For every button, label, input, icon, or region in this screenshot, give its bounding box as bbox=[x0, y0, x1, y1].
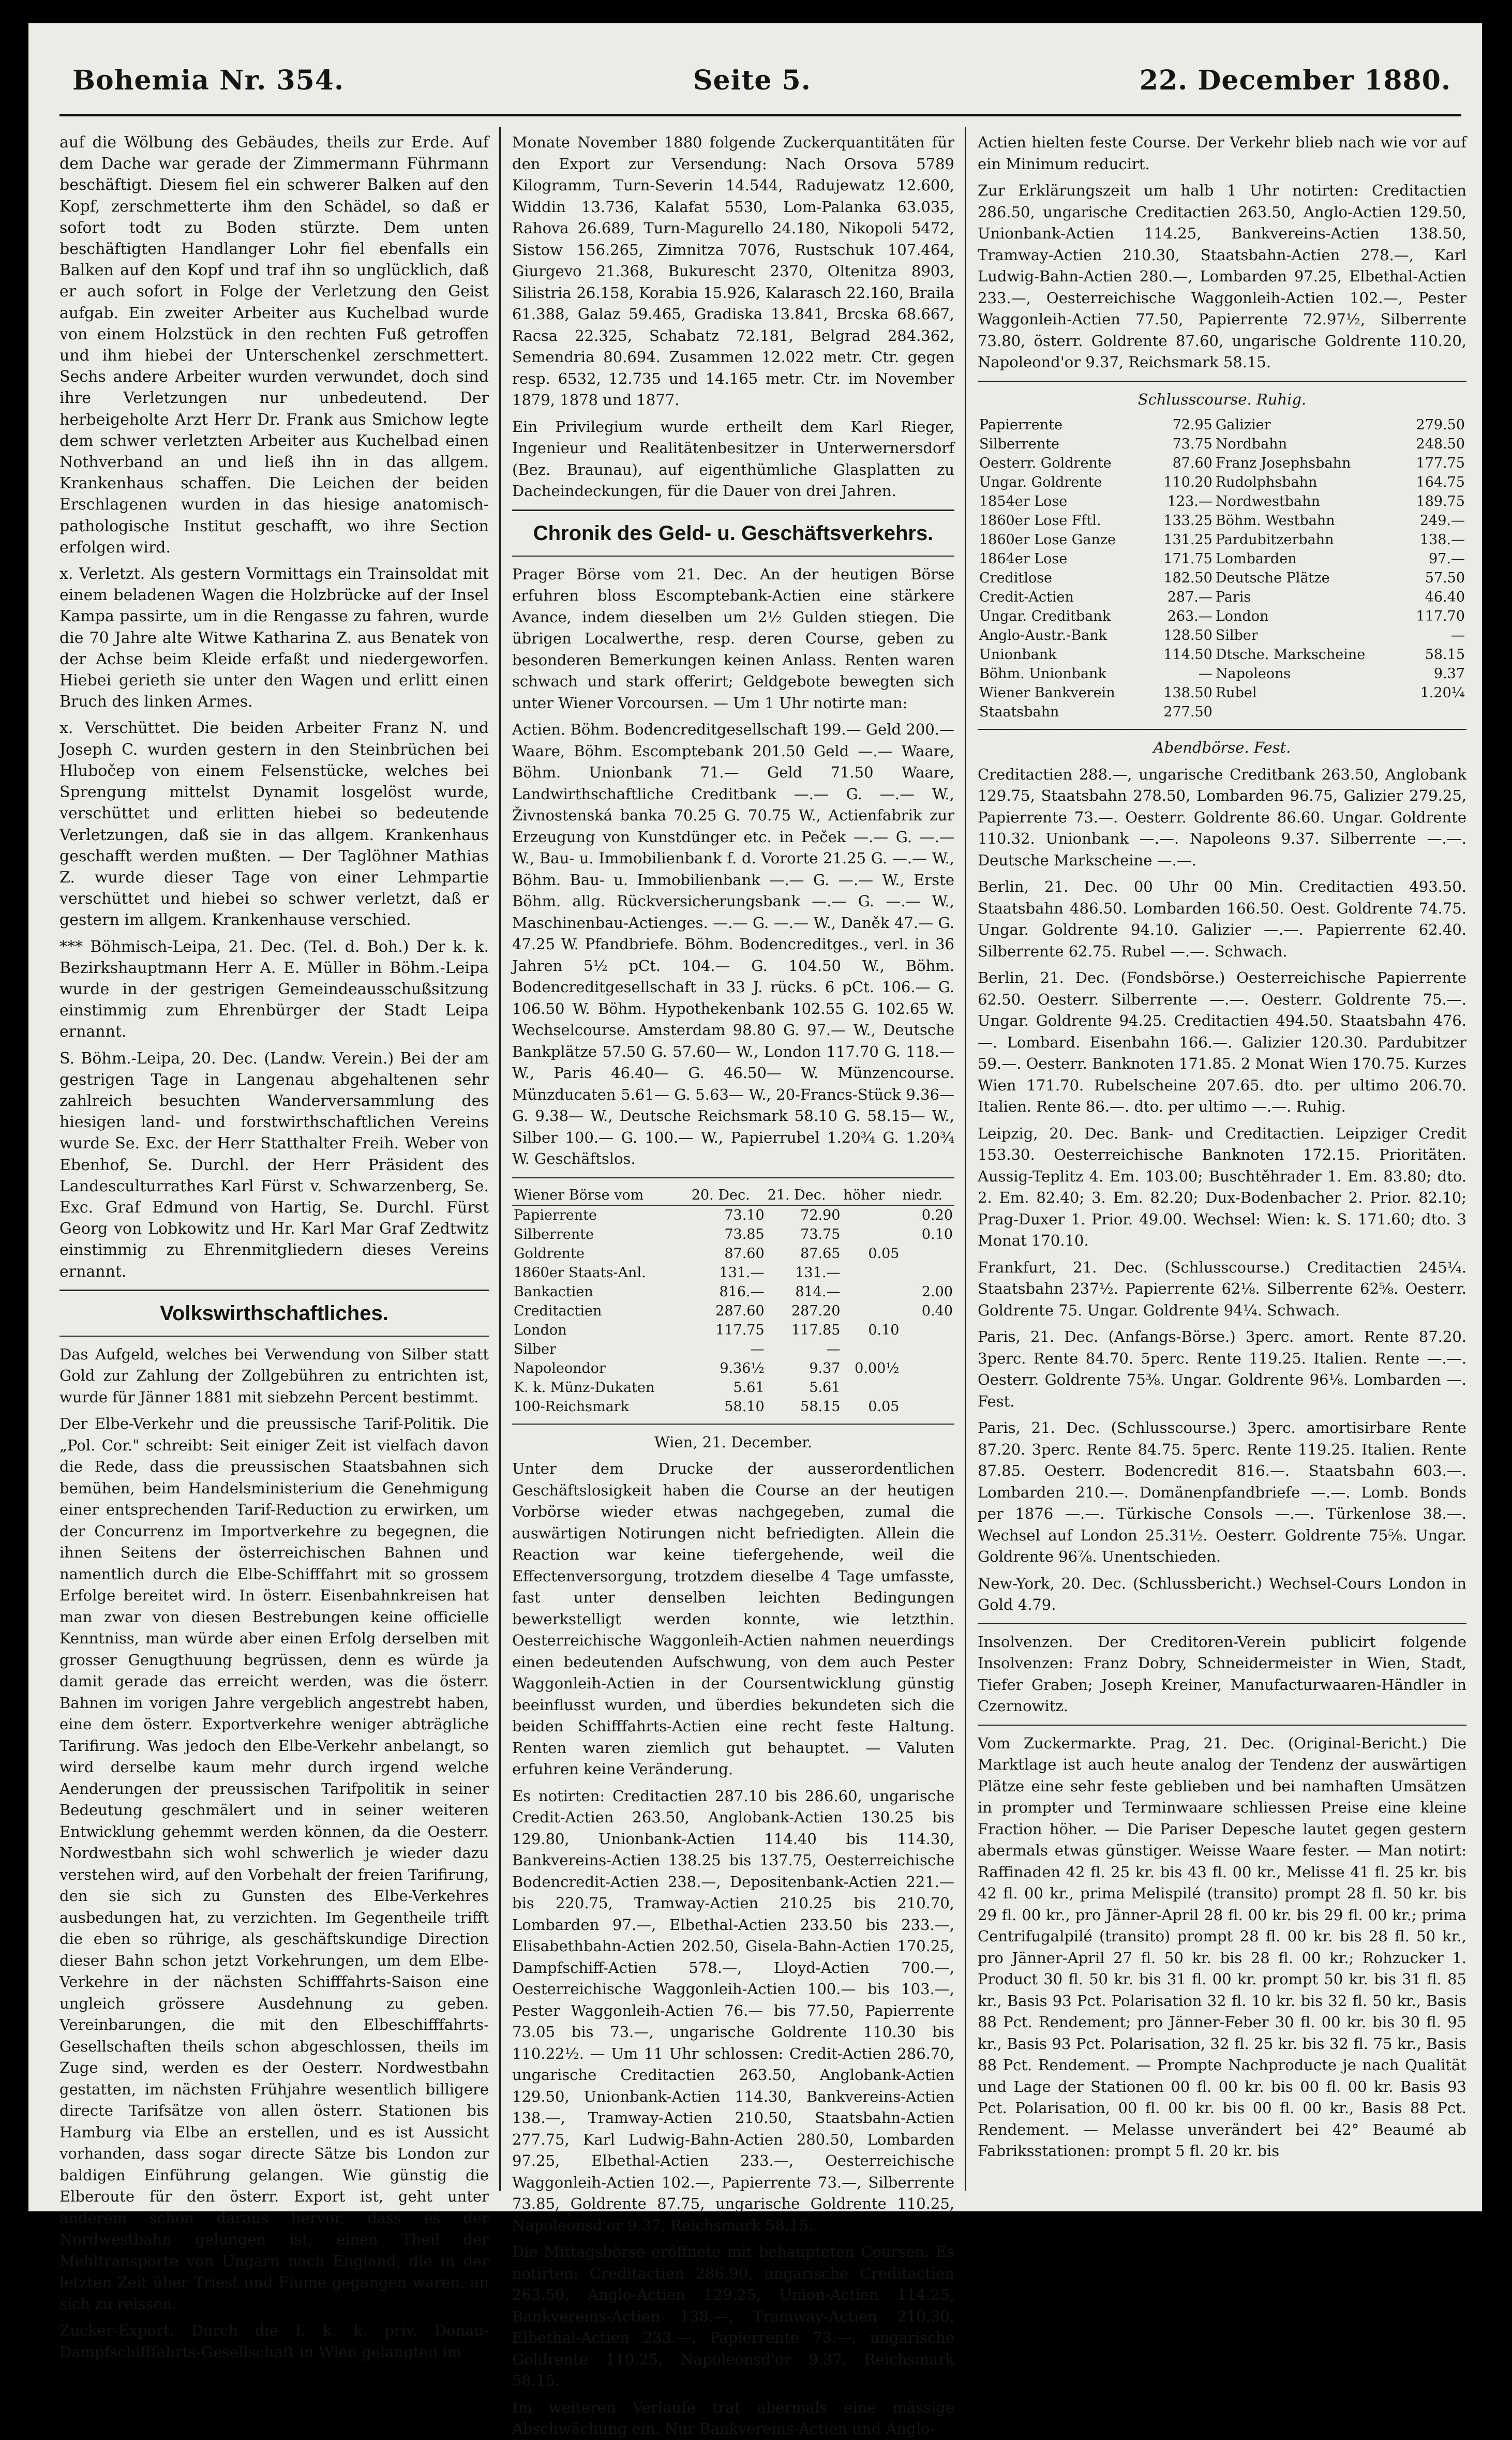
price-cell bbox=[842, 1340, 901, 1359]
article-paragraph: New-York, 20. Dec. (Schlussbericht.) Wechsel-Cours London in Gold 4.79. bbox=[978, 1574, 1466, 1613]
security-name-cell: Unionbank bbox=[979, 647, 1057, 663]
security-name-cell: Pardubitzerbahn bbox=[1215, 532, 1334, 548]
price-cell: 131.— bbox=[719, 1264, 765, 1281]
price-cell bbox=[901, 1321, 954, 1340]
price-cell: 0.05 bbox=[868, 1398, 900, 1415]
price-cell: — bbox=[750, 1341, 765, 1357]
page-number: Seite 5. bbox=[693, 65, 811, 96]
table-header: Wiener Börse vom bbox=[512, 1186, 690, 1205]
price-cell bbox=[901, 1340, 954, 1359]
security-name-cell: Bankactien bbox=[514, 1283, 593, 1300]
table-header: 21. Dec. bbox=[766, 1186, 842, 1205]
security-name-cell: Papierrente bbox=[979, 417, 1062, 433]
price-cell: 816.— bbox=[719, 1283, 765, 1300]
table-row bbox=[512, 1301, 954, 1321]
price-cell: 131.— bbox=[795, 1264, 841, 1281]
section-rule bbox=[512, 1177, 954, 1178]
price-cell: 133.25 bbox=[1163, 513, 1212, 529]
masthead-rule bbox=[59, 114, 1461, 116]
price-cell: 0.00½ bbox=[855, 1360, 900, 1376]
security-name-cell: Papierrente bbox=[514, 1207, 597, 1223]
table-row bbox=[978, 607, 1466, 626]
article-paragraph: Ein Privilegium wurde ertheilt dem Karl Rieger, Ingenieur und Realitätenbesitzer in Unterwernersdorf (Bez. Braunau), auf eigenthümliche Glasplatten zu Dacheindeckungen, für die Dauer von drei Jahren. bbox=[512, 417, 954, 500]
price-cell: — bbox=[826, 1341, 841, 1357]
price-cell: 1.20¼ bbox=[1420, 685, 1465, 701]
table-header: niedr. bbox=[901, 1186, 954, 1205]
price-cell: 72.90 bbox=[800, 1207, 841, 1223]
section-rule bbox=[978, 729, 1466, 730]
security-name-cell: K. k. Münz-Dukaten bbox=[514, 1379, 655, 1396]
security-name-cell: Ungar. Creditbank bbox=[979, 608, 1111, 624]
price-cell: 110.20 bbox=[1163, 474, 1212, 490]
price-cell: 73.10 bbox=[724, 1207, 765, 1223]
section-rule bbox=[512, 510, 954, 511]
price-cell: 117.85 bbox=[791, 1322, 841, 1338]
column-3 bbox=[978, 132, 1466, 2191]
price-cell: 5.61 bbox=[733, 1379, 765, 1396]
price-cell: 58.15 bbox=[800, 1398, 841, 1415]
price-cell: 58.10 bbox=[724, 1398, 765, 1415]
table-header: höher bbox=[842, 1186, 901, 1205]
security-name-cell: Nordwestbahn bbox=[1215, 493, 1320, 510]
security-name-cell: Creditactien bbox=[514, 1303, 602, 1319]
price-cell: 277.50 bbox=[1163, 704, 1212, 720]
price-cell: 138.— bbox=[1419, 532, 1465, 548]
table-body bbox=[978, 415, 1466, 722]
empty-cell bbox=[1214, 702, 1402, 722]
price-cell: 73.75 bbox=[1172, 436, 1212, 452]
article-paragraph: S. Böhm.-Leipa, 20. Dec. (Landw. Verein.) Bei der am gestrigen Tage in Langenau abgehaltenen sehr zahlreich besuchten Wanderversammlung des hiesigen land- und forstwirthschaftlichen Vereins wurde Se. Exc. der Herr Statthalter Freih. Weber von Ebenhof, Se. Durchl. der Herr Präsident des Landesculturrathes Karl Fürst v. Schwarzenberg, Se. Exc. Graf Edmund von Hartig, Se. Durchl. Fürst Georg von Lobkowitz und Hr. Karl Mar Graf Zedtwitz einstimmig zu Ehrenmitgliedern dieses Vereins ernannt. bbox=[59, 1049, 489, 1281]
sub-heading: Abendbörse. Fest. bbox=[1153, 739, 1291, 756]
price-cell: 279.50 bbox=[1416, 417, 1465, 433]
price-cell: 2.00 bbox=[921, 1283, 953, 1300]
article-paragraph: Paris, 21. Dec. (Anfangs-Börse.) 3perc. amort. Rente 87.20. 3perc. Rente 84.70. 5perc. Rente 119.25. Italien. Rente —.—. Oesterr. Goldrente 75⅜. Ungar. Goldrente 96⅛. Lombarden —. Fest. bbox=[978, 1328, 1466, 1410]
table-row bbox=[978, 473, 1466, 492]
security-name-cell: Silberrente bbox=[979, 436, 1060, 452]
section-rule bbox=[59, 1290, 489, 1291]
price-cell bbox=[842, 1282, 901, 1301]
price-cell bbox=[842, 1263, 901, 1282]
article-paragraph: Berlin, 21. Dec. 00 Uhr 00 Min. Creditactien 493.50. Staatsbahn 486.50. Lombarden 166.50. Oest. Goldrente 74.75. Ungar. Goldrente 94.10. Galizier —.—. Papierrente 62.40. Silberrente 62.75. Rubel —.—. Schwach. bbox=[978, 878, 1466, 960]
price-cell: 9.37 bbox=[1433, 666, 1465, 682]
issue-date: 22. December 1880. bbox=[1139, 65, 1451, 96]
price-cell: 287.20 bbox=[791, 1303, 841, 1319]
price-cell: 9.37 bbox=[809, 1360, 841, 1376]
price-cell: 138.50 bbox=[1163, 685, 1212, 701]
masthead bbox=[28, 23, 1482, 101]
price-cell: 287.— bbox=[1167, 589, 1212, 605]
column-2 bbox=[512, 132, 954, 2437]
price-cell bbox=[901, 1244, 954, 1263]
price-cell: — bbox=[1451, 627, 1465, 643]
security-name-cell: 1860er Lose Fftl. bbox=[979, 513, 1101, 529]
security-name-cell: Böhm. Unionbank bbox=[979, 666, 1106, 682]
security-name-cell: 1860er Staats-Anl. bbox=[514, 1264, 646, 1281]
price-cell bbox=[901, 1263, 954, 1282]
issue-label: Bohemia Nr. 354. bbox=[72, 65, 345, 96]
table-row bbox=[512, 1263, 954, 1282]
price-cell: 46.40 bbox=[1425, 589, 1465, 605]
table-row bbox=[978, 664, 1466, 683]
article-paragraph: Zucker-Export. Durch die I. k. k. priv. Donau-Dampfschifffahrts-Gesellschaft in Wien gelangten im bbox=[59, 2322, 489, 2361]
security-name-cell: London bbox=[1215, 608, 1269, 624]
security-name-cell: Galizier bbox=[1215, 417, 1271, 433]
table-row bbox=[512, 1282, 954, 1301]
article-paragraph: Creditactien 288.—, ungarische Creditbank 263.50, Anglobank 129.75, Staatsbahn 278.50, Lombarden 96.75, Galizier 279.25, Papierrente 73.—. Oesterr. Goldrente 86.60. Ungar. Goldrente 110.32. Unionbank —.—. Napoleons 9.37. Silberrente —.—. Deutsche Markscheine —.—. bbox=[978, 765, 1466, 869]
article-paragraph: Paris, 21. Dec. (Schlusscourse.) 3perc. amortisirbare Rente 87.20. 3perc. Rente 84.75. 5perc. Rente 119.25. Italien. Rente 87.85. Oesterr. Bodencredit 816.—. Staatsbahn 603.—. Lombarden 210.—. Domänenpfandbriefe —.—. Lomb. Bonds per 1876 —.—. Türkische Consols —.—. Türkenlose 38.—. Wechsel auf London 25.31½. Oesterr. Goldrente 75⅝. Ungar. Goldrente 96⅞. Unentschieden. bbox=[978, 1419, 1466, 1565]
price-cell: 0.20 bbox=[921, 1207, 953, 1223]
price-cell: 177.75 bbox=[1416, 455, 1465, 471]
price-cell: 5.61 bbox=[809, 1379, 841, 1396]
price-cell: 73.85 bbox=[724, 1226, 765, 1243]
article-paragraph: x. Verschüttet. Die beiden Arbeiter Franz N. und Joseph C. wurden gestern in den Steinbrüchen bei Hlubočep von einem Felsenstücke, welches bei Sprengung mittelst Dynamit losgelöst wurde, verschüttet und erlitten hiebei so bedeutende Verletzungen, daß sie in das allgem. Krankenhaus geschafft werden mußten. — Der Taglöhner Mathias Z. wurde dieser Tage von einer Lehmpartie verschüttet und hiebei so schwer verletzt, daß er gestern im allgem. Krankenhause verschied. bbox=[59, 719, 489, 930]
article-paragraph: auf die Wölbung des Gebäudes, theils zur Erde. Auf dem Dache war gerade der Zimmermann Führmann beschäftigt. Diesem fiel ein schwerer Balken auf den Kopf, zerschmetterte ihm den Schädel, so daß er sofort todt zu Boden stürzte. Dem unten beschäftigten Handlanger Lohr fiel ebenfalls ein Balken auf den Kopf und traf ihn so unglücklich, daß er auch sofort in Folge der Verletzung den Geist aufgab. Ein zweiter Arbeiter aus Kuchelbad wurde von einem Holzstück in den rechten Fuß getroffen und ihm hiebei der Unterschenkel zerschmettert. Sechs andere Arbeiter wurden verwundet, doch sind ihre Verletzungen nur unbedeutend. Der herbeigeholte Arzt Herr Dr. Frank aus Smichow legte dem schwer verletzten Arbeiter aus Kuchelbad einen Nothverband an und ließ ihn in das allgem. Krankenhaus schaffen. Die Leichen der beiden Erschlagenen wurden in das hiesige anatomisch-pathologische Institut geschafft, wo ihre Section erfolgen wird. bbox=[59, 133, 489, 557]
article-paragraph: x. Verletzt. Als gestern Vormittags ein Trainsoldat mit einem beladenen Wagen die Holzbrücke auf der Insel Kampa passirte, um in die Rengasse zu fahren, wurde die 70 Jahre alte Witwe Katharina Z. aus Benatek von der Achse beim Kleide erfaßt und niedergeworfen. Hiebei gerieth sie unter den Wagen und erlitt einen Bruch des linken Armes. bbox=[59, 565, 489, 711]
article-paragraph: Es notirten: Creditactien 287.10 bis 286.60, ungarische Credit-Actien 263.50, Anglobank-Actien 130.25 bis 129.80, Unionbank-Actien 114.40 bis 114.30, Bankvereins-Actien 138.25 bis 137.75, Oesterreichische Bodencredit-Actien 238.—, Depositenbank-Actien 221.— bis 220.75, Tramway-Actien 210.25 bis 210.70, Lombarden 97.—, Elbethal-Actien 233.50 bis 233.—, Elisabethbahn-Actien 202.50, Gisela-Bahn-Actien 170.25, Dampfschiff-Actien 578.—, Lloyd-Actien 700.—, Oesterreichische Waggonleih-Actien 100.— bis 103.—, Pester Waggonleih-Actien 76.— bis 77.50, Papierrente 73.05 bis 73.—, ungarische Goldrente 110.30 bis 110.22½. — Um 11 Uhr schlossen: Credit-Actien 286.70, ungarische Creditactien 263.50, Anglobank-Actien 129.50, Unionbank-Actien 114.30, Bankvereins-Actien 138.—, Tramway-Actien 210.50, Staatsbahn-Actien 277.75, Karl Ludwig-Bahn-Actien 280.50, Lombarden 97.25, Elbethal-Actien 233.—, Oesterreichische Waggonleih-Actien 102.—, Papierrente 73.—, Silberrente 73.85, Goldrente 87.75, ungarische Goldrente 110.25, Napoleonsd'or 9.37, Reichsmark 58.15. bbox=[512, 1787, 954, 2234]
price-cell: 287.60 bbox=[715, 1303, 765, 1319]
section-rule bbox=[59, 1336, 489, 1337]
security-name-cell: Silberrente bbox=[514, 1226, 594, 1243]
security-name-cell: Creditlose bbox=[979, 570, 1053, 586]
price-cell: 58.15 bbox=[1425, 647, 1465, 663]
article-paragraph: Zur Erklärungszeit um halb 1 Uhr notirten: Creditactien 286.50, ungarische Creditactien 263.50, Anglo-Actien 129.50, Unionbank-Actien 114.25, Bankvereins-Actien 138.50, Tramway-Actien 210.30, Staatsbahn-Actien 278.—, Karl Ludwig-Bahn-Actien 280.—, Lombarden 97.25, Elbethal-Actien 233.—, Oesterreichische Waggonleih-Actien 102.—, Pester Waggonleih-Actien 77.50, Papierrente 72.97½, Silberrente 73.80, österr. Goldrente 87.60, ungarische Goldrente 110.20, Napoleond'or 9.37, Reichsmark 58.15. bbox=[978, 182, 1466, 371]
article-paragraph: Im weiteren Verlaufe trat abermals eine mässige Abschwächung ein. Nur Bankvereins-Actien und Anglo- bbox=[512, 2398, 954, 2437]
newspaper-page bbox=[28, 23, 1482, 2437]
table-row bbox=[978, 626, 1466, 645]
article-paragraph: Prager Börse vom 21. Dec. An der heutigen Börse erfuhren bloss Escomptebank-Actien eine stärkere Avance, indem dieselben um 2½ Gulden stiegen. Die übrigen Localwerthe, resp. deren Course, geben zu besonderen Bemerkungen keinen Anlass. Renten waren schwach und stark offerirt; Geldgebote bewegten sich unter Wiener Vorcoursen. — Um 1 Uhr notirte man: bbox=[512, 565, 954, 712]
empty-cell bbox=[1402, 702, 1466, 722]
security-name-cell: Napoleons bbox=[1215, 666, 1291, 682]
table-row bbox=[978, 683, 1466, 702]
closing-prices-table bbox=[978, 415, 1466, 722]
price-cell: — bbox=[1198, 666, 1212, 682]
article-paragraph: Berlin, 21. Dec. (Fondsbörse.) Oesterreichische Papierrente 62.50. Oesterr. Silberrente —.—. Oesterr. Goldrente 75.—. Ungar. Goldrente 94.25. Creditactien 494.50. Staatsbahn 476.—. Lombard. Eisenbahn 166.—. Galizier 120.30. Pardubitzer 59.—. Oesterr. Banknoten 171.85. 2 Monat Wien 170.75. Kurzes Wien 171.70. Rubelscheine 207.65. dto. per ultimo 206.70. Italien. Rente 86.—. dto. per ultimo —.—. Ruhig. bbox=[978, 969, 1466, 1115]
table-row bbox=[978, 511, 1466, 530]
security-name-cell: 100-Reichsmark bbox=[514, 1398, 629, 1415]
price-cell: 57.50 bbox=[1425, 570, 1465, 586]
price-cell: 164.75 bbox=[1416, 474, 1465, 490]
security-name-cell: Rudolphsbahn bbox=[1215, 474, 1318, 490]
table-row bbox=[978, 530, 1466, 549]
security-name-cell: 1860er Lose Ganze bbox=[979, 532, 1116, 548]
security-name-cell: Silber bbox=[1215, 627, 1258, 643]
security-name-cell: Wiener Bankverein bbox=[979, 685, 1115, 701]
security-name-cell: Oesterr. Goldrente bbox=[979, 455, 1112, 471]
price-cell bbox=[842, 1378, 901, 1397]
price-cell: 0.10 bbox=[921, 1226, 953, 1243]
security-name-cell: Silber bbox=[514, 1341, 556, 1357]
sub-heading: Schlusscourse. Ruhig. bbox=[1137, 390, 1307, 408]
security-name-cell: Nordbahn bbox=[1215, 436, 1288, 452]
vienna-exchange-table bbox=[512, 1186, 954, 1416]
table-row bbox=[978, 435, 1466, 454]
article-paragraph: Actien hielten feste Course. Der Verkehr blieb nach wie vor auf ein Minimum reducirt. bbox=[978, 133, 1466, 173]
section-rule bbox=[978, 381, 1466, 382]
table-row bbox=[978, 415, 1466, 435]
price-cell bbox=[842, 1225, 901, 1244]
column-divider bbox=[965, 127, 966, 2191]
article-paragraph: Actien. Böhm. Bodencreditgesellschaft 199.— Geld 200.— Waare, Böhm. Escomptebank 201.50 Geld —.— Waare, Böhm. Unionbank 71.— Geld 71.50 Waare, Landwirthschaftliche Creditbank —.— G. —.— W., Živnostenská banka 70.25 G. 70.75 W., Actienfabrik zur Erzeugung von Kunstdünger etc. in Peček —.— G. —.— W., Bau- u. Immobilienbank f. d. Vororte 21.25 G. —.— W., Böhm. Bau- u. Immobilienbank —.— G. —.— W., Erste Böhm. allg. Rückversicherungsbank —.— G. —.— W., Maschinenbau-Actienges. —.— G. —.— W., Daněk 47.— G. 47.25 W. Pfandbriefe. Böhm. Bodencreditges., verl. in 36 Jahren 5½ pCt. 104.— G. 104.50 W., Böhm. Bodencreditgesellschaft in 33 J. rücks. 6 pCt. 106.— G. 106.50 W. Böhm. Hypothekenbank 102.55 G. 102.65 W. Wechselcourse. Amsterdam 98.80 G. 97.— W., Deutsche Bankplätze 57.50 G. 57.60— W., London 117.70 G. 118.— W., Paris 46.40— G. 46.50— W. Münzencourse. Münzducaten 5.61— G. 5.63— W., 20-Francs-Stück 9.36— G. 9.38— W., Deutsche Reichsmark 58.10 G. 58.15— W., Silber 100.— G. 100.— W., Papierrubel 1.20¾ G. 1.20¾ W. Geschäftslos. bbox=[512, 721, 954, 1167]
price-cell: 182.50 bbox=[1163, 570, 1212, 586]
article-paragraph: *** Böhmisch-Leipa, 21. Dec. (Tel. d. Boh.) Der k. k. Bezirkshauptmann Herr A. E. Müller in Böhm.-Leipa wurde in der gestrigen Gemeindeausschußsitzung einstimmig zum Ehrenbürger der Stadt Leipa ernannt. bbox=[59, 937, 489, 1041]
price-cell: 131.25 bbox=[1163, 532, 1212, 548]
table-row bbox=[978, 492, 1466, 511]
article-paragraph: Die Mittagsbörse eröffnete mit behaupteten Coursen. Es notirten: Creditactien 286.90, ungarische Creditactien 263.50, Anglo-Actien 129.25, Union-Actien 114.25, Bankvereins-Actien 138.—, Tramway-Actien 210.30, Elbethal-Actien 233.—, Papierrente 73.—, ungarische Goldrente 110.25, Napoleonsd'or 9.37, Reichsmark 58.15. bbox=[512, 2243, 954, 2389]
section-rule bbox=[512, 1424, 954, 1425]
price-cell bbox=[901, 1397, 954, 1416]
security-name-cell: Ungar. Goldrente bbox=[979, 474, 1102, 490]
section-heading: Volkswirthschaftliches. bbox=[160, 1301, 388, 1325]
sub-heading: Wien, 21. December. bbox=[654, 1433, 813, 1451]
security-name-cell: Dtsche. Markscheine bbox=[1215, 647, 1366, 663]
price-cell: 87.65 bbox=[800, 1245, 841, 1262]
table-header: 20. Dec. bbox=[690, 1186, 766, 1205]
table-row bbox=[978, 645, 1466, 664]
table-row bbox=[978, 588, 1466, 607]
table-row bbox=[512, 1225, 954, 1244]
article-paragraph: Insolvenzen. Der Creditoren-Verein publicirt folgende Insolvenzen: Franz Dobry, Schneidermeister in Wien, Stadt, Tiefer Graben; Joseph Kreiner, Manufacturwaaren-Händler in Czernowitz. bbox=[978, 1633, 1466, 1715]
price-cell: 72.95 bbox=[1172, 417, 1212, 433]
security-name-cell: Napoleondor bbox=[514, 1360, 606, 1376]
table-header-row bbox=[512, 1186, 954, 1205]
price-cell: 814.— bbox=[795, 1283, 841, 1300]
article-paragraph: Das Aufgeld, welches bei Verwendung von Silber statt Gold zur Zahlung der Zollgebühren zu entrichten ist, wurde für Jänner 1881 mit siebzehn Percent bestimmt. bbox=[59, 1345, 489, 1406]
price-cell: 0.10 bbox=[868, 1322, 900, 1338]
price-cell: 73.75 bbox=[800, 1226, 841, 1243]
security-name-cell: Anglo-Austr.-Bank bbox=[979, 627, 1107, 643]
table-row bbox=[512, 1359, 954, 1378]
price-cell: 248.50 bbox=[1416, 436, 1465, 452]
price-cell: 171.75 bbox=[1163, 551, 1212, 567]
price-cell: 249.— bbox=[1419, 513, 1465, 529]
article-paragraph: Vom Zuckermarkte. Prag, 21. Dec. (Original-Bericht.) Die Marktlage ist auch heute analog der Tendenz der auswärtigen Plätze eine sehr feste geblieben und bei namhaften Umsätzen in prompter und Terminwaare schliessen Preise eine kleine Fraction höher. — Die Pariser Depesche lautet gegen gestern abermals etwas günstiger. Weisse Waare fester. — Man notirt: Raffinaden 42 fl. 25 kr. bis 43 fl. 00 kr., Melisse 41 fl. 25 kr. bis 42 fl. 00 kr., prima Melispilé (transito) prompt 28 fl. 50 kr. bis 29 fl. 00 kr., pro Jänner-April 28 fl. 00 kr. bis 29 fl. 00 kr.; prima Centrifugalpilé (transito) prompt 28 fl. 00 kr. bis 28 fl. 50 kr., pro Jänner-April 27 fl. 50 kr. bis 28 fl. 00 kr.; Rohzucker 1. Product 30 fl. 50 kr. bis 31 fl. 00 kr. prompt 50 kr. bis 31 fl. 85 kr., Basis 93 Pct. Polarisation 32 fl. 10 kr. bis 32 fl. 50 kr., Basis 88 Pct. Rendement; pro Jänner-Feber 30 fl. 00 kr. bis 30 fl. 95 kr., Basis 93 Pct. Polarisation, 32 fl. 25 kr. bis 32 fl. 75 kr., Basis 88 Pct. Rendement. — Prompte Nachproducte je nach Qualität und Lage der Stationen 00 fl. 00 kr. bis 00 fl. 00 kr. Basis 93 Pct. Polarisation, 00 fl. 00 kr. bis 00 fl. 00 kr., Basis 88 Pct. Rendement. — Melasse unverändert bei 42° Beaumé ab Fabriksstationen: prompt 5 fl. 20 kr. bis bbox=[978, 1734, 1466, 2160]
security-name-cell: Goldrente bbox=[514, 1245, 585, 1262]
column-1 bbox=[59, 132, 489, 2361]
table-row bbox=[512, 1205, 954, 1225]
price-cell: 114.50 bbox=[1163, 647, 1212, 663]
security-name-cell: Credit-Actien bbox=[979, 589, 1074, 605]
table-row bbox=[512, 1378, 954, 1397]
price-cell: 87.60 bbox=[1172, 455, 1212, 471]
section-rule bbox=[978, 1725, 1466, 1726]
price-cell: 0.05 bbox=[868, 1245, 900, 1262]
table-row bbox=[512, 1340, 954, 1359]
price-cell: 97.— bbox=[1429, 551, 1465, 567]
security-name-cell: Lombarden bbox=[1215, 551, 1297, 567]
price-cell: 87.60 bbox=[724, 1245, 765, 1262]
price-cell: 117.75 bbox=[715, 1322, 765, 1338]
table-row bbox=[512, 1244, 954, 1263]
price-cell: 263.— bbox=[1167, 608, 1212, 624]
price-cell: 189.75 bbox=[1416, 493, 1465, 510]
security-name-cell: Staatsbahn bbox=[979, 704, 1059, 720]
security-name-cell: 1854er Lose bbox=[979, 493, 1068, 510]
price-cell: 9.36½ bbox=[720, 1360, 765, 1376]
table-row bbox=[978, 454, 1466, 473]
price-cell bbox=[901, 1359, 954, 1378]
price-cell bbox=[842, 1205, 901, 1225]
article-paragraph: Leipzig, 20. Dec. Bank- und Creditactien. Leipziger Credit 153.30. Oesterreichische Banknoten 172.15. Prioritäten. Aussig-Teplitz 4. Em. 103.00; Buschtěhrader 1. Em. 83.80; dto. 2. Em. 82.40; 3. Em. 82.20; Dux-Bodenbacher 2. Prior. 82.10; Prag-Duxer 1. Prior. 49.00. Wechsel: Wien: k. S. 171.60; dto. 3 Monat 170.10. bbox=[978, 1124, 1466, 1249]
section-rule bbox=[512, 556, 954, 557]
security-name-cell: Paris bbox=[1215, 589, 1251, 605]
article-paragraph: Frankfurt, 21. Dec. (Schlusscourse.) Creditactien 245¼. Staatsbahn 237½. Papierrente 62⅛. Silberrente 62⅝. Oesterr. Goldrente 75. Ungar. Goldrente 94¼. Schwach. bbox=[978, 1258, 1466, 1319]
article-paragraph: Monate November 1880 folgende Zuckerquantitäten für den Export zur Versendung: Nach Orsova 5789 Kilogramm, Turn-Severin 14.544, Radujewatz 12.600, Widdin 13.736, Kalafat 5530, Lom-Palanka 63.035, Rahova 26.689, Turn-Magurello 24.180, Nikopoli 5472, Sistow 156.265, Zimnitza 7076, Rustschuk 107.464, Giurgevo 21.368, Bukurescht 2370, Oltenitza 8903, Silistria 26.158, Korabia 15.926, Kalarasch 22.160, Braila 61.388, Galaz 59.465, Gradiska 13.841, Brcska 68.667, Racsa 22.325, Schabatz 72.181, Belgrad 284.362, Semendria 80.694. Zusammen 12.022 metr. Ctr. gegen resp. 6532, 12.735 und 14.165 metr. Ctr. im November 1879, 1878 und 1877. bbox=[512, 133, 954, 409]
table-body bbox=[512, 1205, 954, 1416]
security-name-cell: Böhm. Westbahn bbox=[1215, 513, 1335, 529]
security-name-cell: London bbox=[514, 1322, 567, 1338]
table-row bbox=[512, 1321, 954, 1340]
price-cell: 128.50 bbox=[1163, 627, 1212, 643]
section-rule bbox=[978, 1623, 1466, 1624]
price-cell: 0.40 bbox=[921, 1303, 953, 1319]
security-name-cell: Deutsche Plätze bbox=[1215, 570, 1330, 586]
price-cell: 123.— bbox=[1167, 493, 1212, 510]
price-cell: 117.70 bbox=[1416, 608, 1465, 624]
price-cell bbox=[842, 1301, 901, 1321]
security-name-cell: Franz Josephsbahn bbox=[1215, 455, 1351, 471]
security-name-cell: 1864er Lose bbox=[979, 551, 1068, 567]
column-divider bbox=[499, 127, 501, 2191]
table-row bbox=[978, 549, 1466, 568]
security-name-cell: Rubel bbox=[1215, 685, 1257, 701]
table-row bbox=[978, 568, 1466, 588]
table-row bbox=[978, 702, 1466, 722]
price-cell bbox=[901, 1378, 954, 1397]
table-row bbox=[512, 1397, 954, 1416]
article-paragraph: Unter dem Drucke der ausserordentlichen Geschäftslosigkeit haben die Course an der heutigen Vorbörse wieder etwas nachgegeben, zumal die auswärtigen Notirungen nicht befriedigten. Allein die Reaction war keine tiefergehende, weil die Effectenversorgung, trotzdem dieselbe 4 Tage umfasste, fast unter denselben leichten Bedingungen bewerkstelligt werden konnte, wie letzthin. Oesterreichische Waggonleih-Actien nahmen neuerdings einen bedeutenden Aufschwung, von dem auch Pester Waggonleih-Actien in der Coursentwicklung günstig beeinflusst wurden, und überdies bekundeten sich die beiden Schifffahrts-Actien eine recht feste Haltung. Renten waren ziemlich gut behauptet. — Valuten erfuhren keine Veränderung. bbox=[512, 1460, 954, 1778]
article-paragraph: Der Elbe-Verkehr und die preussische Tarif-Politik. Die „Pol. Cor." schreibt: Seit einiger Zeit ist vielfach davon die Rede, dass die preussischen Staatsbahnen sich bemühen, beim Handelsministerium die Genehmigung einer entsprechenden Tarif-Reduction zu erwirken, um der Concurrenz im Importverkehre zu begegnen, die ihnen Seitens der österreichischen Bahnen und namentlich durch die Elbe-Schifffahrt mit so grossem Erfolge bereitet wird. In österr. Eisenbahnkreisen hat man zwar von diesen Bestrebungen keine officielle Kenntniss, man würde aber einen Erfolg derselben mit grosser Genugthuung begrüssen, denn es würde ja damit gerade das erreicht werden, was die österr. Bahnen im vorigen Jahre vergeblich angestrebt haben, eine dem österr. Exportverkehre weniger abträgliche Tarifirung. Was jedoch den Elbe-Verkehr anbelangt, so wird derselbe kaum mehr durch irgend welche Aenderungen der preussischen Tarifpolitik in seiner Bedeutung geschmälert und in seiner weiteren Entwicklung gehemmt werden können, da die Oesterr. Nordwestbahn sich wohl schwerlich je wieder dazu verstehen wird, auf den Vorbehalt der freien Tarifirung, den sie sich zu Gunsten des Elbe-Verkehres ausbedungen hat, zu verzichten. Im Gegentheile trifft die eben so rührige, als geschäftskundige Direction dieser Bahn schon jetzt Vorkehrungen, um dem Elbe-Verkehre in der nächsten Schifffahrts-Saison eine ungleich grössere Ausdehnung zu geben. Vereinbarungen, die mit den Elbeschifffahrts-Gesellschaften theils schon abgeschlossen, theils im Zuge sind, werden es der Oesterr. Nordwestbahn gestatten, im nächsten Frühjahre wesentlich billigere directe Tarifsätze von allen österr. Stationen bis Hamburg via Elbe an erstellen, und es ist Aussicht vorhanden, dass sogar directe Sätze bis London zur baldigen Einführung gelangen. Wie günstig die Elberoute für den österr. Export ist, geht unter anderem schon daraus hervor, dass es der Nordwestbahn gelungen ist, einen Theil der Mehltransporte von Ungarn nach England, die in der letzten Zeit über Triest und Fiume gegangen waren, an sich zu reissen. bbox=[59, 1415, 489, 2313]
section-heading: Chronik des Geld- u. Geschäftsverkehrs. bbox=[533, 521, 934, 545]
